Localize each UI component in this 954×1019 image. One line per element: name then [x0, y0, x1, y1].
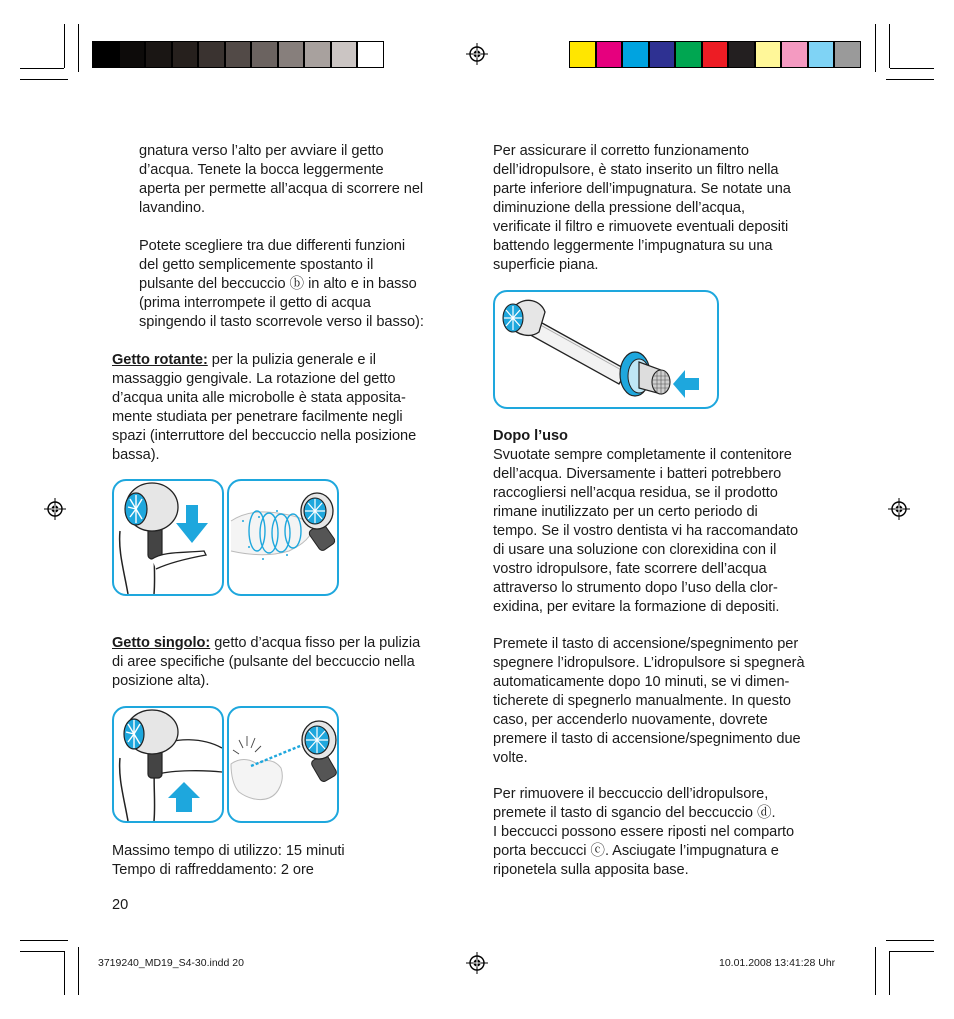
text-line: verificate il filtro e rimuovete eventuali depositi	[493, 219, 789, 235]
text-line: gnatura verso l’alto per avviare il getto	[139, 143, 384, 159]
text-line: mente studiata per penetrare facilmente negli	[112, 409, 403, 425]
text-line: diminuzione della pressione dell’acqua,	[493, 200, 745, 216]
grayscale-color-bar	[92, 41, 384, 68]
color-swatch	[834, 41, 861, 68]
color-swatch	[145, 41, 172, 68]
registration-mark-icon	[44, 498, 66, 520]
text-line: volte.	[493, 750, 528, 766]
crop-mark	[64, 951, 65, 995]
registration-mark-icon	[466, 952, 488, 974]
text-line: exidina, per evitare la formazione di depositi.	[493, 599, 780, 615]
text-line: vostro idropulsore, fate scorrere dell’acqua	[493, 561, 767, 577]
color-swatch	[198, 41, 225, 68]
color-swatch	[251, 41, 278, 68]
text-line: riponetela sulla apposita base.	[493, 862, 689, 878]
rotating-jet-figure-left	[112, 479, 224, 596]
color-swatch	[622, 41, 649, 68]
crop-mark	[890, 951, 934, 952]
color-swatch	[755, 41, 782, 68]
color-swatch	[596, 41, 623, 68]
text-line: d’acqua unita alle microbolle è stata apposita-	[112, 390, 406, 406]
single-jet-figure-right	[227, 706, 339, 823]
crop-mark	[889, 24, 890, 68]
intro-paragraph	[139, 142, 423, 218]
footer-timestamp: 10.01.2008 13:41:28 Uhr	[719, 957, 836, 969]
text-line: Svuotate sempre completamente il contenitore	[493, 447, 792, 463]
process-color-bar	[569, 41, 861, 68]
color-swatch	[649, 41, 676, 68]
single-jet-first-line: getto d’acqua fisso per la pulizia	[210, 635, 421, 651]
rotating-jet-heading: Getto rotante:	[112, 352, 208, 368]
text-line: automaticamente dopo 10 minuti, se vi dimen-	[493, 674, 790, 690]
crop-mark	[886, 940, 934, 941]
text-line: dell’acqua. Diversamente i batteri potrebbero	[493, 466, 782, 482]
text-line: (prima interrompete il getto di acqua	[139, 295, 371, 311]
color-swatch	[808, 41, 835, 68]
nozzle-removal-paragraph	[493, 785, 794, 880]
text-line: Per assicurare il corretto funzionamento	[493, 143, 749, 159]
text-line: attraverso lo strumento dopo l’uso della clor-	[493, 580, 778, 596]
filter-figure	[493, 290, 719, 409]
text-line: I beccucci possono essere riposti nel comparto	[493, 824, 795, 840]
crop-mark	[889, 951, 890, 995]
text-line: spazi (interruttore del beccuccio nella posizione	[112, 428, 417, 444]
crop-mark	[20, 68, 64, 69]
text-line: dell’idropulsore, è stato inserito un filtro nella	[493, 162, 779, 178]
color-swatch	[675, 41, 702, 68]
crop-mark	[890, 68, 934, 69]
text-line: lavandino.	[139, 200, 206, 216]
crop-mark	[20, 940, 68, 941]
power-off-paragraph	[493, 635, 805, 768]
filter-paragraph	[493, 142, 791, 275]
color-swatch	[119, 41, 146, 68]
text-line: di aree specifiche (pulsante del beccuccio nella	[112, 654, 415, 670]
rotating-jet-paragraph	[112, 351, 416, 465]
text-line: porta beccucci ⓒ. Asciugate l’impugnatura e	[493, 843, 779, 859]
page-number: 20	[112, 897, 129, 913]
text-line: ticherete di spegnerlo manualmente. In questo	[493, 693, 791, 709]
text-line: posizione alta).	[112, 673, 210, 689]
text-line: rimane inutilizzato per un certo periodo di	[493, 504, 758, 520]
rotating-jet-figure-right	[227, 479, 339, 596]
text-line: parte inferiore dell’impugnatura. Se notate una	[493, 181, 791, 197]
after-use-heading: Dopo l’uso	[493, 428, 568, 444]
crop-mark	[875, 947, 876, 995]
text-line: superficie piana.	[493, 257, 599, 273]
single-jet-heading: Getto singolo:	[112, 635, 211, 651]
after-use-paragraph	[493, 427, 798, 617]
crop-mark	[886, 79, 934, 80]
text-line: premere il tasto di accensione/spegnimento due	[493, 731, 801, 747]
color-swatch	[304, 41, 331, 68]
crop-mark	[78, 947, 79, 995]
color-swatch	[357, 41, 384, 68]
text-line: spegnere l’idropulsore. L’idropulsore si spegnerà	[493, 655, 805, 671]
color-swatch	[225, 41, 252, 68]
text-line: raccogliersi nell’acqua residua, se il prodotto	[493, 485, 778, 501]
text-line: di usare una soluzione con clorexidina con il	[493, 542, 777, 558]
color-swatch	[781, 41, 808, 68]
text-line: massaggio gengivale. La rotazione del getto	[112, 371, 396, 387]
color-swatch	[92, 41, 119, 68]
usage-time-paragraph	[112, 842, 345, 880]
text-line: battendo leggermente l’impugnatura su una	[493, 238, 773, 254]
color-swatch	[702, 41, 729, 68]
text-line: premete il tasto di sgancio del beccuccio ⓓ.	[493, 805, 776, 821]
registration-mark-icon	[466, 43, 488, 65]
crop-mark	[875, 24, 876, 72]
single-jet-paragraph	[112, 634, 420, 691]
text-line: del getto semplicemente spostanto il	[139, 257, 374, 273]
text-line: caso, per accenderlo nuovamente, dovrete	[493, 712, 768, 728]
text-line: d’acqua. Tenete la bocca leggermente	[139, 162, 384, 178]
crop-mark	[78, 24, 79, 72]
text-line: bassa).	[112, 447, 160, 463]
color-swatch	[278, 41, 305, 68]
footer-file-info: 3719240_MD19_S4-30.indd 20	[98, 957, 244, 969]
text-line: pulsante del beccuccio ⓑ in alto e in basso	[139, 276, 417, 292]
text-line: tempo. Se il vostro dentista vi ha raccomandato	[493, 523, 799, 539]
crop-mark	[20, 951, 64, 952]
registration-mark-icon	[888, 498, 910, 520]
color-swatch	[569, 41, 596, 68]
text-line: Tempo di raffreddamento: 2 ore	[112, 862, 314, 878]
crop-mark	[64, 24, 65, 68]
text-line: aperta per permette all’acqua di scorrere nel	[139, 181, 424, 197]
text-line: Premete il tasto di accensione/spegnimento per	[493, 636, 799, 652]
jet-functions-paragraph	[139, 237, 424, 332]
color-swatch	[728, 41, 755, 68]
text-line: Massimo tempo di utilizzo: 15 minuti	[112, 843, 345, 859]
text-line: spingendo il tasto scorrevole verso il basso):	[139, 314, 424, 330]
text-line: Potete scegliere tra due differenti funzioni	[139, 238, 406, 254]
single-jet-figure-left	[112, 706, 224, 823]
text-line: Per rimuovere il beccuccio dell’idropulsore,	[493, 786, 769, 802]
crop-mark	[20, 79, 68, 80]
color-swatch	[172, 41, 199, 68]
color-swatch	[331, 41, 358, 68]
rotating-jet-first-line: per la pulizia generale e il	[207, 352, 376, 368]
